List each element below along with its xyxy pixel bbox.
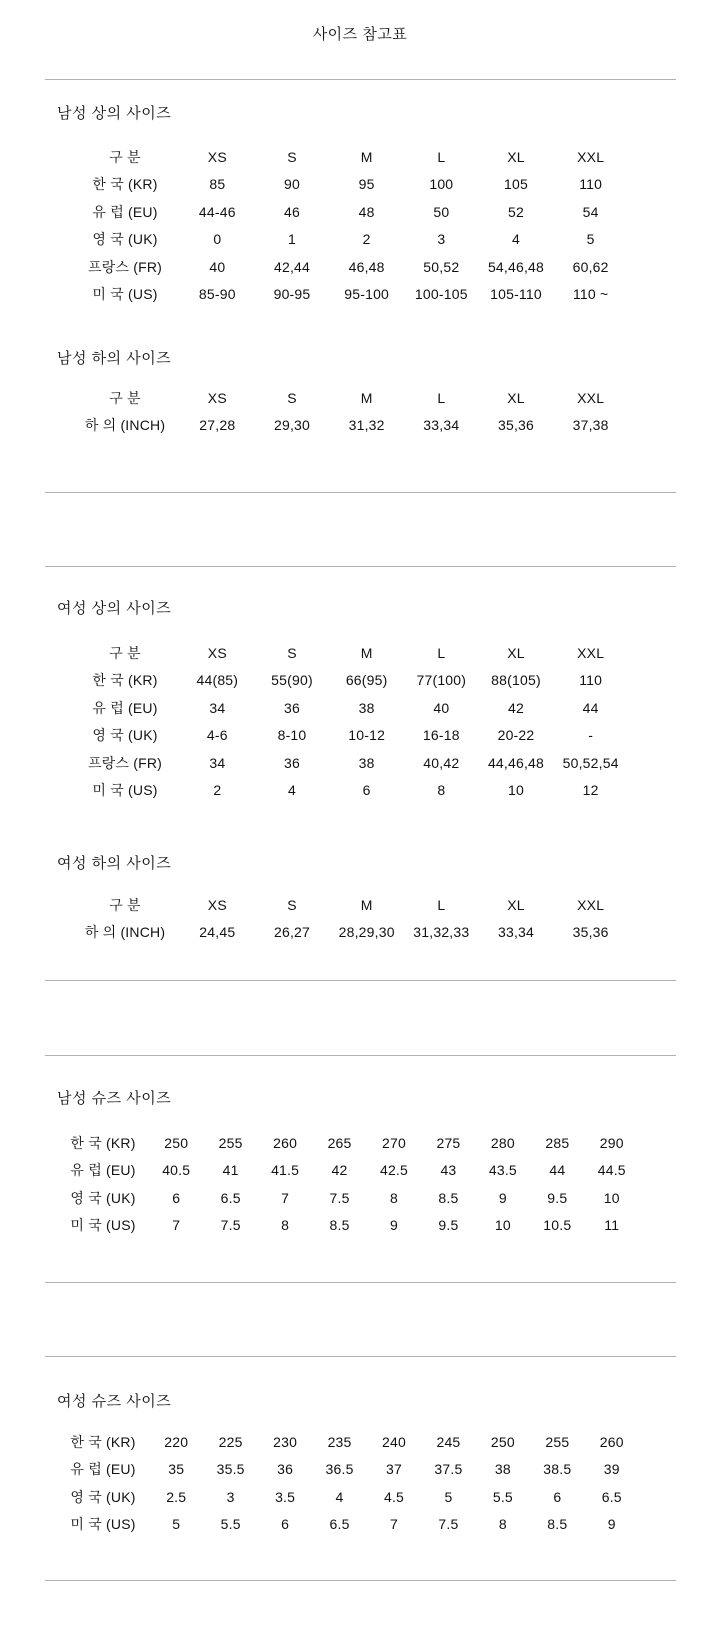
cell-value: 39 xyxy=(603,1461,620,1478)
cell-value: 7 xyxy=(172,1217,181,1234)
row-label: 하 의 (INCH) xyxy=(84,417,166,434)
cell-value: 7.5 xyxy=(438,1516,459,1533)
cell-value: 285 xyxy=(545,1134,570,1151)
cell-value: 5 xyxy=(172,1516,181,1533)
cell-value: 50,52,54 xyxy=(562,754,619,771)
column-header: S xyxy=(287,389,297,406)
cell-value: 44,46,48 xyxy=(487,754,545,771)
cell-value: 41.5 xyxy=(271,1162,300,1179)
women-top-section-title: 여성 상의 사이즈 xyxy=(57,600,172,617)
cell-value: 20-22 xyxy=(497,727,535,744)
women-top-table xyxy=(70,639,628,804)
cell-value: 275 xyxy=(436,1134,461,1151)
cell-value: 1 xyxy=(287,231,296,248)
cell-value: 110 xyxy=(579,176,603,193)
cell-value: 2 xyxy=(213,782,222,799)
cell-value: 8 xyxy=(281,1217,290,1234)
cell-value: 44 xyxy=(549,1162,566,1179)
cell-value: 100 xyxy=(429,176,454,193)
cell-value: 8.5 xyxy=(547,1516,568,1533)
cell-value: 265 xyxy=(327,1134,352,1151)
section-divider xyxy=(45,1356,676,1357)
cell-value: 31,32 xyxy=(348,417,385,434)
row-label: 한 국 (KR) xyxy=(92,176,158,193)
column-header-label: 구 분 xyxy=(109,644,141,661)
cell-value: 27,28 xyxy=(199,417,236,434)
cell-value: 4 xyxy=(287,782,296,799)
column-header: XXL xyxy=(577,896,605,913)
cell-value: 12 xyxy=(582,782,599,799)
column-header: M xyxy=(360,896,373,913)
cell-value: 6 xyxy=(172,1189,181,1206)
cell-value: 35 xyxy=(168,1461,185,1478)
cell-value: 37.5 xyxy=(434,1461,463,1478)
cell-value: 9 xyxy=(498,1189,507,1206)
cell-value: 4 xyxy=(511,231,520,248)
cell-value: 6.5 xyxy=(601,1488,622,1505)
cell-value: 40,42 xyxy=(423,754,460,771)
cell-value: 95-100 xyxy=(344,286,390,303)
cell-value: 35,36 xyxy=(497,417,535,434)
cell-value: 220 xyxy=(164,1433,189,1450)
row-label: 프랑스 (FR) xyxy=(87,754,163,771)
row-label: 한 국 (KR) xyxy=(70,1433,136,1450)
men-top-table xyxy=(70,143,628,308)
column-header: XS xyxy=(207,148,227,165)
cell-value: 5.5 xyxy=(492,1488,513,1505)
cell-value: 110 ~ xyxy=(572,286,609,303)
cell-value: 260 xyxy=(273,1134,298,1151)
cell-value: 5 xyxy=(444,1488,453,1505)
women-bottom-table xyxy=(70,891,628,946)
cell-value: 37,38 xyxy=(572,417,609,434)
cell-value: 105 xyxy=(504,176,528,193)
column-header: S xyxy=(287,896,297,913)
cell-value: 4.5 xyxy=(383,1488,405,1505)
cell-value: 7.5 xyxy=(329,1189,350,1206)
column-header: XL xyxy=(507,389,525,406)
column-header: M xyxy=(360,644,373,661)
men-shoes-section-title: 남성 슈즈 사이즈 xyxy=(57,1090,172,1107)
cell-value: 8 xyxy=(389,1189,398,1206)
cell-value: 40 xyxy=(433,699,450,716)
row-label: 미 국 (US) xyxy=(70,1217,136,1234)
cell-value: 43.5 xyxy=(488,1162,517,1179)
row-label: 유 럽 (EU) xyxy=(70,1461,136,1478)
cell-value: 8 xyxy=(437,782,446,799)
cell-value: 16-18 xyxy=(422,727,460,744)
cell-value: 10-12 xyxy=(348,727,386,744)
women-shoes-section-title: 여성 슈즈 사이즈 xyxy=(57,1393,172,1410)
cell-value: 35,36 xyxy=(572,924,609,941)
cell-value: 36.5 xyxy=(325,1461,354,1478)
column-header: XXL xyxy=(577,148,605,165)
section-divider xyxy=(45,980,676,981)
row-label: 영 국 (UK) xyxy=(92,727,158,744)
cell-value: 41 xyxy=(222,1162,239,1179)
cell-value: 255 xyxy=(545,1433,570,1450)
cell-value: 38.5 xyxy=(543,1461,572,1478)
cell-value: 43 xyxy=(440,1162,457,1179)
cell-value: 90-95 xyxy=(273,286,311,303)
column-header: L xyxy=(437,896,446,913)
cell-value: 5.5 xyxy=(220,1516,241,1533)
cell-value: 225 xyxy=(218,1433,243,1450)
column-header: M xyxy=(360,148,373,165)
cell-value: 88(105) xyxy=(491,672,541,689)
cell-value: 6.5 xyxy=(220,1189,241,1206)
column-header-label: 구 분 xyxy=(109,148,141,165)
column-header: XS xyxy=(207,896,227,913)
cell-value: 26,27 xyxy=(273,924,311,941)
cell-value: 52 xyxy=(508,203,524,220)
cell-value: 235 xyxy=(327,1433,352,1450)
cell-value: 280 xyxy=(490,1134,515,1151)
page-title: 사이즈 참고표 xyxy=(312,26,408,43)
cell-value: 9.5 xyxy=(547,1189,568,1206)
women-bottom-section-title: 여성 하의 사이즈 xyxy=(57,855,172,872)
cell-value: - xyxy=(588,727,594,744)
cell-value: 2.5 xyxy=(166,1488,187,1505)
cell-value: 230 xyxy=(273,1433,298,1450)
cell-value: 50,52 xyxy=(423,258,460,275)
cell-value: 270 xyxy=(382,1134,406,1151)
cell-value: 250 xyxy=(164,1134,189,1151)
cell-value: 54 xyxy=(582,203,599,220)
cell-value: 38 xyxy=(494,1461,511,1478)
row-label: 하 의 (INCH) xyxy=(84,924,166,941)
cell-value: 2 xyxy=(362,231,371,248)
cell-value: 10 xyxy=(603,1189,620,1206)
row-label: 영 국 (UK) xyxy=(92,231,158,248)
cell-value: 54,46,48 xyxy=(487,258,545,275)
column-header: M xyxy=(360,389,373,406)
section-divider xyxy=(45,492,676,493)
cell-value: 44 xyxy=(582,699,599,716)
cell-value: 3 xyxy=(437,231,446,248)
men-shoes-table xyxy=(57,1129,639,1239)
cell-value: 8-10 xyxy=(277,727,307,744)
column-header: XL xyxy=(507,644,525,661)
cell-value: 7.5 xyxy=(220,1217,241,1234)
women-shoes-table xyxy=(57,1428,639,1538)
cell-value: 105-110 xyxy=(490,286,542,303)
cell-value: 66(95) xyxy=(345,672,388,689)
cell-value: 10.5 xyxy=(543,1217,572,1234)
row-label: 유 럽 (EU) xyxy=(92,203,158,220)
cell-value: 34 xyxy=(209,754,226,771)
row-label: 유 럽 (EU) xyxy=(70,1162,136,1179)
cell-value: 38 xyxy=(358,754,375,771)
cell-value: 42 xyxy=(508,699,524,716)
cell-value: 24,45 xyxy=(199,924,236,941)
section-divider xyxy=(45,1580,676,1581)
cell-value: 9.5 xyxy=(438,1217,459,1234)
cell-value: 31,32,33 xyxy=(413,924,470,941)
cell-value: 6 xyxy=(553,1488,562,1505)
men-bottom-section-title: 남성 하의 사이즈 xyxy=(57,350,172,367)
column-header: L xyxy=(437,389,446,406)
cell-value: 36 xyxy=(284,754,300,771)
cell-value: 110 xyxy=(579,672,603,689)
cell-value: 95 xyxy=(358,176,375,193)
cell-value: 7 xyxy=(281,1189,290,1206)
men-top-section-title: 남성 상의 사이즈 xyxy=(57,105,172,122)
cell-value: 42 xyxy=(331,1162,348,1179)
cell-value: 8.5 xyxy=(329,1217,350,1234)
cell-value: 10 xyxy=(508,782,524,799)
cell-value: 34 xyxy=(209,699,226,716)
column-header: XL xyxy=(507,896,525,913)
cell-value: 9 xyxy=(389,1217,398,1234)
cell-value: 50 xyxy=(433,203,450,220)
cell-value: 85-90 xyxy=(198,286,236,303)
section-divider xyxy=(45,566,676,567)
cell-value: 44-46 xyxy=(198,203,236,220)
row-label: 프랑스 (FR) xyxy=(87,258,163,275)
cell-value: 245 xyxy=(436,1433,461,1450)
cell-value: 255 xyxy=(218,1134,243,1151)
cell-value: 3.5 xyxy=(275,1488,296,1505)
cell-value: 8.5 xyxy=(438,1189,459,1206)
men-bottom-table xyxy=(70,384,628,439)
column-header: XL xyxy=(507,148,525,165)
cell-value: 3 xyxy=(226,1488,235,1505)
cell-value: 6 xyxy=(281,1516,290,1533)
cell-value: 36 xyxy=(284,699,300,716)
cell-value: 4-6 xyxy=(206,727,228,744)
section-divider xyxy=(45,1282,676,1283)
cell-value: 77(100) xyxy=(416,672,467,689)
cell-value: 85 xyxy=(209,176,226,193)
column-header: S xyxy=(287,148,297,165)
column-header: L xyxy=(437,148,446,165)
column-header-label: 구 분 xyxy=(109,389,141,406)
cell-value: 7 xyxy=(389,1516,398,1533)
cell-value: 46 xyxy=(284,203,300,220)
cell-value: 260 xyxy=(599,1433,624,1450)
row-label: 한 국 (KR) xyxy=(92,672,158,689)
cell-value: 250 xyxy=(490,1433,515,1450)
cell-value: 60,62 xyxy=(572,258,609,275)
cell-value: 42.5 xyxy=(379,1162,409,1179)
row-label: 영 국 (UK) xyxy=(70,1189,136,1206)
cell-value: 40 xyxy=(209,258,226,275)
cell-value: 33,34 xyxy=(497,924,535,941)
cell-value: 55(90) xyxy=(271,672,313,689)
column-header: XXL xyxy=(577,644,605,661)
cell-value: 44.5 xyxy=(597,1162,626,1179)
cell-value: 33,34 xyxy=(423,417,460,434)
cell-value: 42,44 xyxy=(273,258,311,275)
column-header: XS xyxy=(207,389,227,406)
column-header: S xyxy=(287,644,297,661)
row-label: 한 국 (KR) xyxy=(70,1134,136,1151)
cell-value: 46,48 xyxy=(348,258,385,275)
cell-value: 9 xyxy=(607,1516,616,1533)
cell-value: 4 xyxy=(335,1488,344,1505)
cell-value: 37 xyxy=(386,1461,402,1478)
column-header-label: 구 분 xyxy=(109,896,141,913)
section-divider xyxy=(45,79,676,80)
column-header: XS xyxy=(207,644,227,661)
cell-value: 36 xyxy=(277,1461,294,1478)
cell-value: 290 xyxy=(599,1134,624,1151)
row-label: 영 국 (UK) xyxy=(70,1488,136,1505)
column-header: XXL xyxy=(577,389,605,406)
cell-value: 8 xyxy=(498,1516,507,1533)
cell-value: 48 xyxy=(358,203,375,220)
cell-value: 6.5 xyxy=(329,1516,350,1533)
row-label: 미 국 (US) xyxy=(92,286,158,303)
cell-value: 240 xyxy=(382,1433,406,1450)
cell-value: 90 xyxy=(284,176,300,193)
row-label: 미 국 (US) xyxy=(70,1516,136,1533)
cell-value: 10 xyxy=(494,1217,511,1234)
cell-value: 5 xyxy=(586,231,595,248)
cell-value: 0 xyxy=(213,231,222,248)
cell-value: 40.5 xyxy=(162,1162,191,1179)
row-label: 미 국 (US) xyxy=(92,782,158,799)
cell-value: 28,29,30 xyxy=(338,924,395,941)
cell-value: 29,30 xyxy=(273,417,311,434)
cell-value: 44(85) xyxy=(196,672,239,689)
cell-value: 100-105 xyxy=(414,286,468,303)
cell-value: 35.5 xyxy=(216,1461,245,1478)
cell-value: 38 xyxy=(358,699,375,716)
column-header: L xyxy=(437,644,446,661)
section-divider xyxy=(45,1055,676,1056)
cell-value: 6 xyxy=(362,782,371,799)
row-label: 유 럽 (EU) xyxy=(92,699,158,716)
cell-value: 11 xyxy=(604,1217,620,1234)
